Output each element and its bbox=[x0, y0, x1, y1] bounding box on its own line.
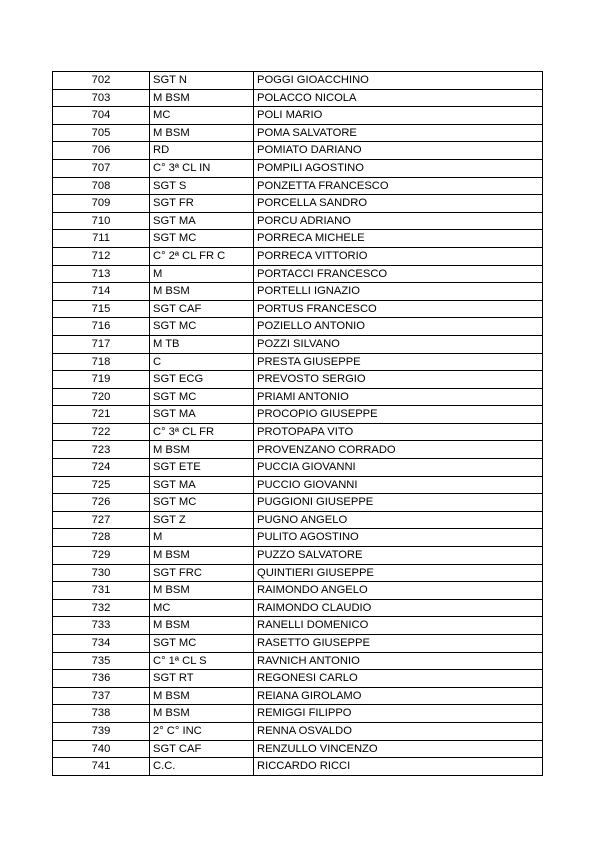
row-number-cell: 729 bbox=[53, 547, 150, 565]
row-number-cell: 706 bbox=[53, 142, 150, 160]
name-cell: PORTACCI FRANCESCO bbox=[254, 265, 543, 283]
name-cell: POMIATO DARIANO bbox=[254, 142, 543, 160]
table-row bbox=[53, 459, 543, 477]
row-number-cell: 708 bbox=[53, 177, 150, 195]
table-row bbox=[53, 353, 543, 371]
name-cell: POGGI GIOACCHINO bbox=[254, 72, 543, 90]
row-number-cell: 735 bbox=[53, 652, 150, 670]
rank-cell: M BSM bbox=[150, 547, 254, 565]
name-cell: RENZULLO VINCENZO bbox=[254, 740, 543, 758]
name-cell: PULITO AGOSTINO bbox=[254, 529, 543, 547]
row-number-cell: 734 bbox=[53, 635, 150, 653]
name-cell: PUCCIA GIOVANNI bbox=[254, 459, 543, 477]
row-number-cell: 717 bbox=[53, 335, 150, 353]
row-number-cell: 731 bbox=[53, 582, 150, 600]
table-row bbox=[53, 511, 543, 529]
table-row bbox=[53, 441, 543, 459]
row-number-cell: 727 bbox=[53, 511, 150, 529]
row-number-cell: 726 bbox=[53, 494, 150, 512]
rank-cell: SGT RT bbox=[150, 670, 254, 688]
row-number-cell: 741 bbox=[53, 758, 150, 776]
row-number-cell: 730 bbox=[53, 564, 150, 582]
row-number-cell: 703 bbox=[53, 89, 150, 107]
rank-cell: C° 2ª CL FR C bbox=[150, 247, 254, 265]
table-row bbox=[53, 230, 543, 248]
row-number-cell: 736 bbox=[53, 670, 150, 688]
rank-cell: M bbox=[150, 529, 254, 547]
table-row bbox=[53, 740, 543, 758]
table-row bbox=[53, 89, 543, 107]
row-number-cell: 733 bbox=[53, 617, 150, 635]
name-cell: PROTOPAPA VITO bbox=[254, 423, 543, 441]
name-cell: PUCCIO GIOVANNI bbox=[254, 476, 543, 494]
table-row bbox=[53, 107, 543, 125]
name-cell: RAVNICH ANTONIO bbox=[254, 652, 543, 670]
name-cell: PROVENZANO CORRADO bbox=[254, 441, 543, 459]
name-cell: POMPILI AGOSTINO bbox=[254, 159, 543, 177]
rank-cell: SGT MC bbox=[150, 230, 254, 248]
row-number-cell: 738 bbox=[53, 705, 150, 723]
rank-cell: M TB bbox=[150, 335, 254, 353]
row-number-cell: 704 bbox=[53, 107, 150, 125]
rank-cell: C° 1ª CL S bbox=[150, 652, 254, 670]
name-cell: QUINTIERI GIUSEPPE bbox=[254, 564, 543, 582]
name-cell: PROCOPIO GIUSEPPE bbox=[254, 406, 543, 424]
name-cell: RANELLI DOMENICO bbox=[254, 617, 543, 635]
row-number-cell: 737 bbox=[53, 687, 150, 705]
rank-cell: MC bbox=[150, 599, 254, 617]
row-number-cell: 713 bbox=[53, 265, 150, 283]
rank-cell: M BSM bbox=[150, 617, 254, 635]
rank-cell: MC bbox=[150, 107, 254, 125]
table-row bbox=[53, 177, 543, 195]
table-row bbox=[53, 705, 543, 723]
table-row bbox=[53, 195, 543, 213]
name-cell: RAIMONDO CLAUDIO bbox=[254, 599, 543, 617]
table-row bbox=[53, 406, 543, 424]
name-cell: PUZZO SALVATORE bbox=[254, 547, 543, 565]
rank-cell: M BSM bbox=[150, 283, 254, 301]
row-number-cell: 714 bbox=[53, 283, 150, 301]
rank-cell: C bbox=[150, 353, 254, 371]
rank-cell: 2° C° INC bbox=[150, 722, 254, 740]
rank-cell: SGT FR bbox=[150, 195, 254, 213]
name-cell: PORTELLI IGNAZIO bbox=[254, 283, 543, 301]
table-row bbox=[53, 423, 543, 441]
rank-cell: M BSM bbox=[150, 441, 254, 459]
table-row bbox=[53, 265, 543, 283]
table-row bbox=[53, 599, 543, 617]
table-row bbox=[53, 547, 543, 565]
rank-cell: SGT MA bbox=[150, 476, 254, 494]
name-cell: PORCU ADRIANO bbox=[254, 212, 543, 230]
row-number-cell: 719 bbox=[53, 371, 150, 389]
rank-cell: M BSM bbox=[150, 89, 254, 107]
table-row bbox=[53, 142, 543, 160]
rank-cell: SGT CAF bbox=[150, 740, 254, 758]
name-cell: RASETTO GIUSEPPE bbox=[254, 635, 543, 653]
row-number-cell: 715 bbox=[53, 300, 150, 318]
roster-table bbox=[52, 71, 543, 776]
name-cell: POZIELLO ANTONIO bbox=[254, 318, 543, 336]
row-number-cell: 712 bbox=[53, 247, 150, 265]
table-row bbox=[53, 388, 543, 406]
table-row bbox=[53, 758, 543, 776]
name-cell: PORRECA MICHELE bbox=[254, 230, 543, 248]
table-row bbox=[53, 247, 543, 265]
name-cell: PUGNO ANGELO bbox=[254, 511, 543, 529]
row-number-cell: 720 bbox=[53, 388, 150, 406]
rank-cell: SGT Z bbox=[150, 511, 254, 529]
row-number-cell: 709 bbox=[53, 195, 150, 213]
table-row bbox=[53, 652, 543, 670]
rank-cell: SGT MA bbox=[150, 406, 254, 424]
name-cell: POMA SALVATORE bbox=[254, 124, 543, 142]
table-row bbox=[53, 318, 543, 336]
row-number-cell: 725 bbox=[53, 476, 150, 494]
name-cell: RICCARDO RICCI bbox=[254, 758, 543, 776]
table-row bbox=[53, 300, 543, 318]
rank-cell: SGT MC bbox=[150, 388, 254, 406]
rank-cell: SGT ETE bbox=[150, 459, 254, 477]
name-cell: RENNA OSVALDO bbox=[254, 722, 543, 740]
name-cell: PORRECA VITTORIO bbox=[254, 247, 543, 265]
rank-cell: SGT FRC bbox=[150, 564, 254, 582]
rank-cell: SGT MA bbox=[150, 212, 254, 230]
row-number-cell: 710 bbox=[53, 212, 150, 230]
rank-cell: M BSM bbox=[150, 687, 254, 705]
rank-cell: SGT S bbox=[150, 177, 254, 195]
name-cell: POZZI SILVANO bbox=[254, 335, 543, 353]
row-number-cell: 711 bbox=[53, 230, 150, 248]
name-cell: PORTUS FRANCESCO bbox=[254, 300, 543, 318]
table-row bbox=[53, 617, 543, 635]
name-cell: POLI MARIO bbox=[254, 107, 543, 125]
roster-body bbox=[53, 72, 543, 776]
table-row bbox=[53, 159, 543, 177]
name-cell: PONZETTA FRANCESCO bbox=[254, 177, 543, 195]
name-cell: POLACCO NICOLA bbox=[254, 89, 543, 107]
rank-cell: SGT MC bbox=[150, 318, 254, 336]
row-number-cell: 707 bbox=[53, 159, 150, 177]
name-cell: PREVOSTO SERGIO bbox=[254, 371, 543, 389]
row-number-cell: 723 bbox=[53, 441, 150, 459]
rank-cell: RD bbox=[150, 142, 254, 160]
table-row bbox=[53, 335, 543, 353]
table-row bbox=[53, 283, 543, 301]
name-cell: PUGGIONI GIUSEPPE bbox=[254, 494, 543, 512]
rank-cell: C.C. bbox=[150, 758, 254, 776]
name-cell: REMIGGI FILIPPO bbox=[254, 705, 543, 723]
row-number-cell: 724 bbox=[53, 459, 150, 477]
rank-cell: SGT ECG bbox=[150, 371, 254, 389]
row-number-cell: 739 bbox=[53, 722, 150, 740]
row-number-cell: 716 bbox=[53, 318, 150, 336]
table-row bbox=[53, 371, 543, 389]
rank-cell: SGT MC bbox=[150, 494, 254, 512]
table-row bbox=[53, 635, 543, 653]
row-number-cell: 740 bbox=[53, 740, 150, 758]
table-row bbox=[53, 670, 543, 688]
name-cell: PRIAMI ANTONIO bbox=[254, 388, 543, 406]
row-number-cell: 722 bbox=[53, 423, 150, 441]
table-row bbox=[53, 529, 543, 547]
table-row bbox=[53, 124, 543, 142]
rank-cell: SGT N bbox=[150, 72, 254, 90]
table-row bbox=[53, 564, 543, 582]
rank-cell: M bbox=[150, 265, 254, 283]
row-number-cell: 721 bbox=[53, 406, 150, 424]
rank-cell: SGT MC bbox=[150, 635, 254, 653]
table-row bbox=[53, 212, 543, 230]
row-number-cell: 728 bbox=[53, 529, 150, 547]
table-row bbox=[53, 72, 543, 90]
name-cell: PRESTA GIUSEPPE bbox=[254, 353, 543, 371]
row-number-cell: 702 bbox=[53, 72, 150, 90]
rank-cell: M BSM bbox=[150, 582, 254, 600]
name-cell: REGONESI CARLO bbox=[254, 670, 543, 688]
rank-cell: M BSM bbox=[150, 124, 254, 142]
rank-cell: C° 3ª CL IN bbox=[150, 159, 254, 177]
rank-cell: C° 3ª CL FR bbox=[150, 423, 254, 441]
name-cell: REIANA GIROLAMO bbox=[254, 687, 543, 705]
row-number-cell: 705 bbox=[53, 124, 150, 142]
table-row bbox=[53, 582, 543, 600]
name-cell: RAIMONDO ANGELO bbox=[254, 582, 543, 600]
name-cell: PORCELLA SANDRO bbox=[254, 195, 543, 213]
row-number-cell: 732 bbox=[53, 599, 150, 617]
table-row bbox=[53, 687, 543, 705]
row-number-cell: 718 bbox=[53, 353, 150, 371]
table-row bbox=[53, 476, 543, 494]
rank-cell: M BSM bbox=[150, 705, 254, 723]
table-row bbox=[53, 722, 543, 740]
rank-cell: SGT CAF bbox=[150, 300, 254, 318]
table-row bbox=[53, 494, 543, 512]
